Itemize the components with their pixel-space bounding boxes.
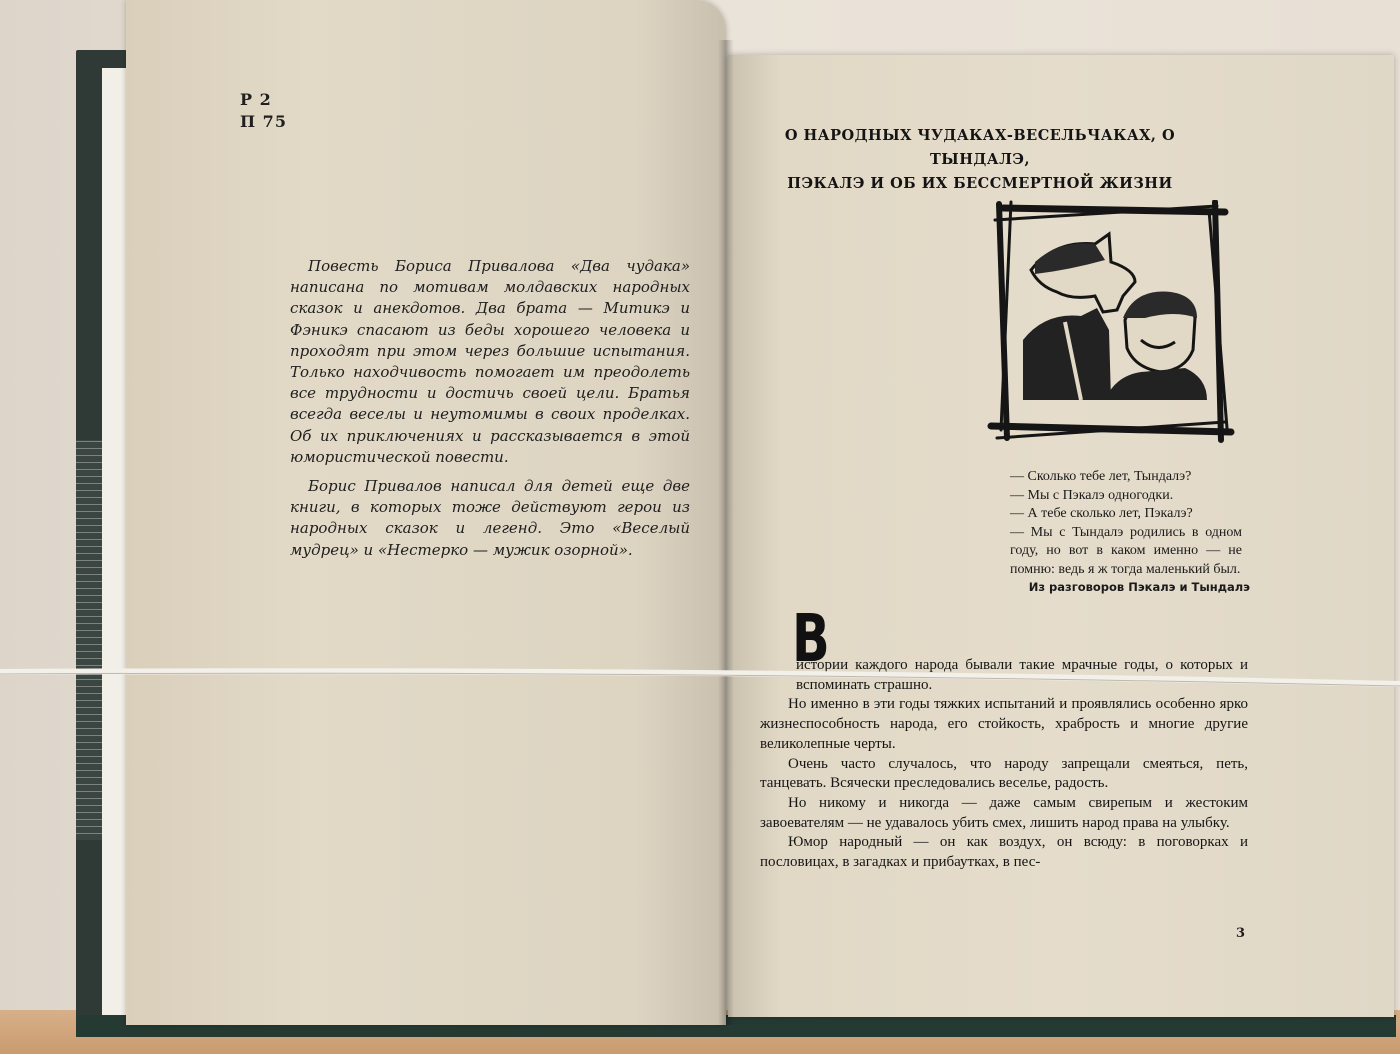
annotation-paragraph: Борис Привалов написал для детей еще две книги, в которых тоже действуют герои из народных сказок и легенд. Это «Веселый мудрец» и «Нестерко — мужик озорной». (290, 477, 690, 559)
body-paragraph: Юмор народный — он как воздух, он всюду: в поговорках и пословицах, в загадках и прибаутках, в пес- (760, 834, 1248, 871)
page-number: 3 (1236, 926, 1246, 941)
chapter-title-line: ПЭКАЛЭ И ОБ ИХ БЕССМЕРТНОЙ ЖИЗНИ (787, 175, 1173, 192)
cover-pattern (76, 440, 102, 840)
drop-cap: В (792, 600, 830, 677)
dialog-line: — Мы с Тындалэ родились в одном году, но вот в каком именно — не помню: ведь я ж тогда маленький был. (1010, 524, 1242, 577)
chapter-title (755, 124, 1205, 196)
body-paragraph: Но именно в эти годы тяжких испытаний и проявлялись особенно ярко жизнеспособность народа, его стойкость, храбрость и многие другие великолепные черты. (760, 696, 1248, 752)
book-gutter (718, 40, 734, 1025)
library-code-line-2: П 75 (240, 112, 287, 131)
book-annotation (290, 256, 690, 561)
annotation-paragraph: Повесть Бориса Привалова «Два чудака» написана по мотивам молдавских народных сказок и анекдотов. Два брата — Митикэ и Фэникэ спасают из беды хорошего человека и проходят при этом через большие испытания. Только находчивость помогает им преодолеть все трудности и достичь своей цели. Братья всегда веселы и неутомимы в своих проделках. Об их приключениях и рассказывается в этой юмористической повести. (290, 257, 690, 466)
elastic-band (0, 664, 1400, 692)
illustration-two-brothers (985, 200, 1235, 445)
chapter-title-line: О НАРОДНЫХ ЧУДАКАХ-ВЕСЕЛЬЧАКАХ, О ТЫНДАЛЭ, (784, 127, 1176, 168)
body-paragraph: истории каждого народа бывали такие мрачные годы, о которых и вспоминать страшно. (796, 657, 1248, 693)
library-code-line-1: Р 2 (240, 90, 272, 109)
dialog-line: — А тебе сколько лет, Пэкалэ? (1010, 506, 1193, 521)
dialog-line: — Сколько тебе лет, Тындалэ? (1010, 469, 1192, 484)
epigraph-dialog (1010, 468, 1242, 579)
body-paragraph: Очень часто случалось, что народу запрещали смеяться, петь, танцевать. Всячески преследовались веселье, радость. (760, 755, 1248, 792)
dialog-line: — Мы с Пэкалэ одногодки. (1010, 487, 1174, 503)
epigraph-source: Из разговоров Пэкалэ и Тындалэ (1028, 580, 1250, 594)
body-paragraph: Но никому и никогда — даже самым свирепым и жестоким завоевателям — не удавалось убить смех, лишить народ права на улыбку. (760, 794, 1248, 831)
